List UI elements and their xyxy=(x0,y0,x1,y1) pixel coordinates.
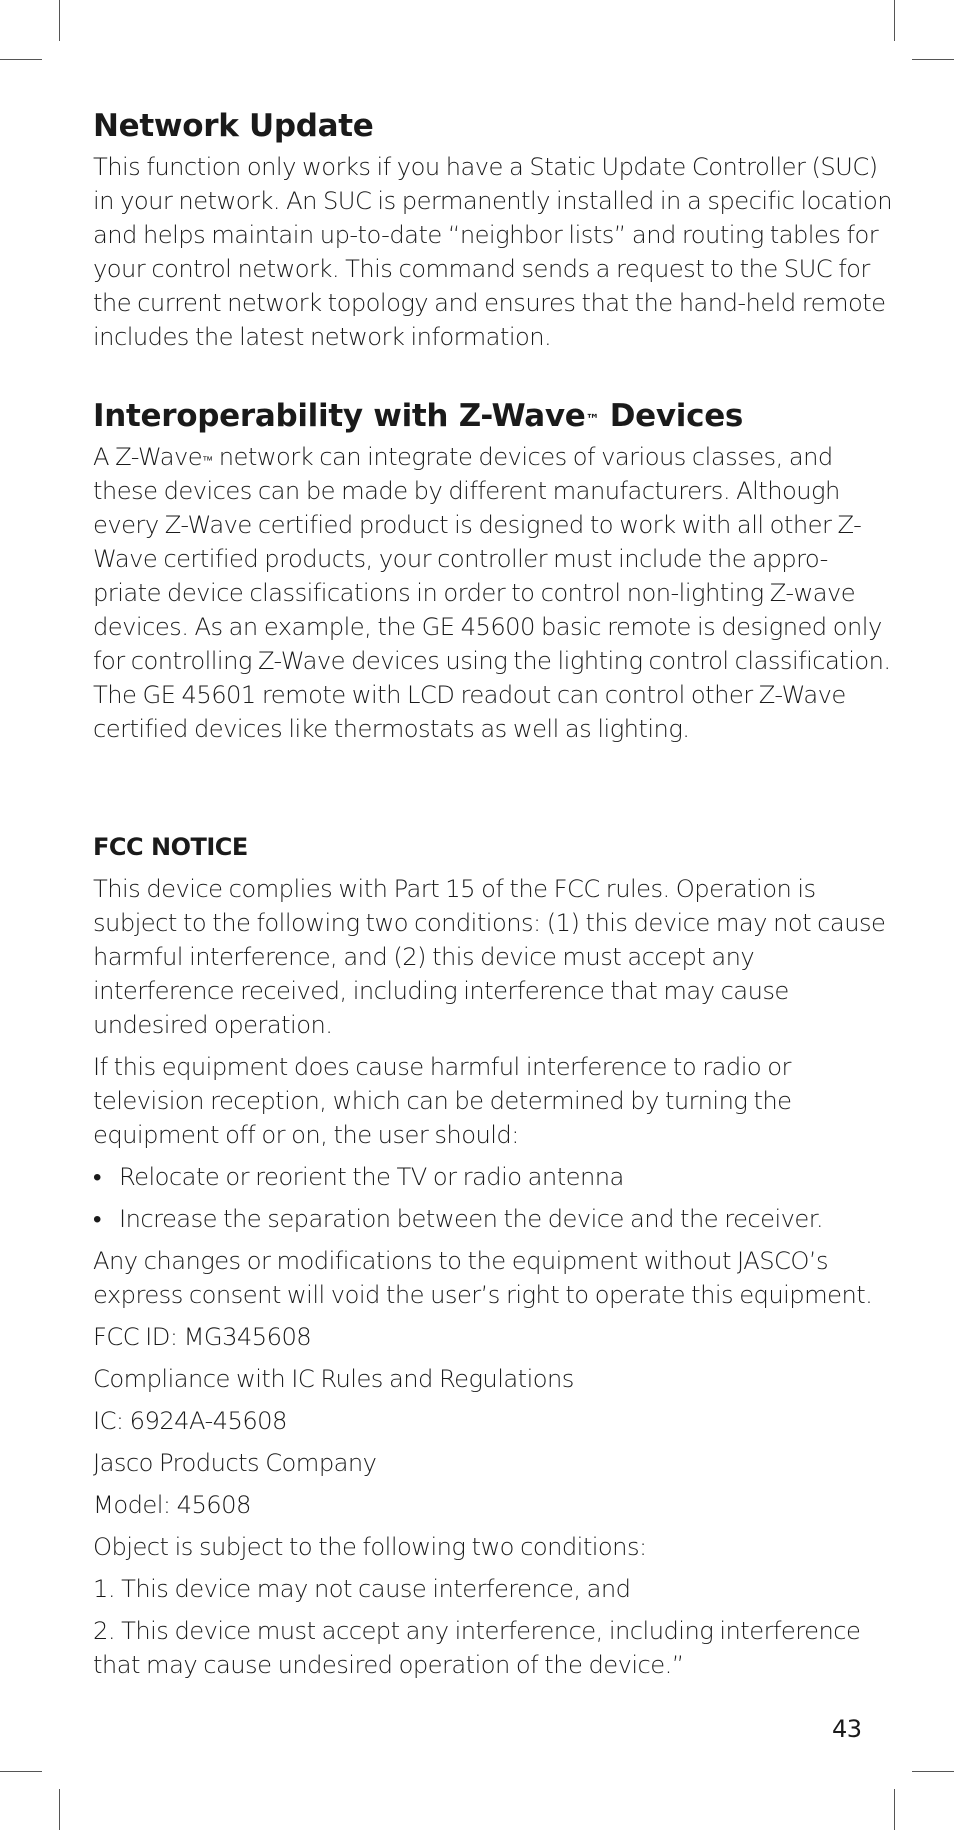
fcc-bullet-item: • Increase the separation between the device and the receiver. xyxy=(93,1202,893,1236)
crop-mark-top-left-vertical xyxy=(59,0,60,41)
condition-item: 1. This device may not cause interference, and xyxy=(93,1575,631,1603)
model-number: Model: 45608 xyxy=(93,1491,251,1519)
section-spacer-large xyxy=(93,746,893,830)
crop-mark-top-left-horizontal xyxy=(0,59,42,60)
crop-mark-bottom-left-horizontal xyxy=(0,1771,42,1772)
fcc-id: FCC ID: MG345608 xyxy=(93,1323,312,1351)
crop-mark-bottom-left-vertical xyxy=(59,1789,60,1830)
fcc-notice-heading: FCC NOTICE xyxy=(93,833,248,861)
interoperability-body-start: A Z-Wave xyxy=(93,443,203,471)
fcc-bullet-item: • Relocate or reorient the TV or radio antenna xyxy=(93,1160,893,1194)
interoperability-heading xyxy=(93,394,893,438)
condition-item: 2. This device must accept any interference, including interference that may cause undesired operation of the device.” xyxy=(93,1617,861,1679)
section-spacer xyxy=(93,354,893,394)
interoperability-body-rest: network can integrate devices of various classes, and these devices can be made by different manufacturers. Although every Z-Wave certified product is designed to work with all other Z-Wave certified products, your controller must include the appro-priate device classifications in order to control non-lighting Z-wave devices. As an example, the GE 45600 basic remote is designed only for controlling Z-Wave devices using the lighting control classification. The GE 45601 remote with LCD readout can control other Z-Wave certified devices like thermostats as well as lighting. xyxy=(93,443,891,743)
trademark-symbol: ™ xyxy=(585,412,600,428)
trademark-symbol-body: ™ xyxy=(202,454,213,467)
ic-rules-line: Compliance with IC Rules and Regulations xyxy=(93,1365,574,1393)
fcc-paragraph-modifications: Any changes or modifications to the equipment without JASCO’s express consent will void the user’s right to operate this equipment. xyxy=(93,1247,873,1309)
interoperability-heading-text: Interoperability with Z-Wave xyxy=(93,398,586,434)
fcc-paragraph-interference: If this equipment does cause harmful interference to radio or television reception, which can be determined by turning the equipment off or on, the user should: xyxy=(93,1053,792,1149)
company-name: Jasco Products Company xyxy=(93,1449,377,1477)
page-content xyxy=(93,104,893,1690)
ic-id: IC: 6924A-45608 xyxy=(93,1407,287,1435)
interoperability-section xyxy=(93,394,893,746)
network-update-body: This function only works if you have a Static Update Controller (SUC) in your network. An SUC is permanently installed in a specific location and helps maintain up-to-date “neighbor lists” and routing tables for your control network. This command sends a request to the SUC for the current network topology and ensures that the hand-held remote includes the latest network information. xyxy=(93,153,893,351)
network-update-section xyxy=(93,104,893,354)
fcc-paragraph-compliance: This device complies with Part 15 of the FCC rules. Operation is subject to the following two conditions: (1) this device may not cause harmful interference, and (2) this device must accept any interference received, including interference that may cause undesired operation. xyxy=(93,875,886,1039)
interoperability-body xyxy=(93,440,893,746)
page-number: 43 xyxy=(832,1715,862,1743)
crop-mark-bottom-right-vertical xyxy=(894,1789,895,1830)
crop-mark-top-right-vertical xyxy=(894,0,895,41)
crop-mark-bottom-right-horizontal xyxy=(912,1771,954,1772)
crop-mark-top-right-horizontal xyxy=(912,59,954,60)
fcc-notice-section xyxy=(93,830,893,1682)
conditions-intro: Object is subject to the following two conditions: xyxy=(93,1533,647,1561)
network-update-heading: Network Update xyxy=(93,108,374,144)
interoperability-heading-suffix: Devices xyxy=(599,398,744,434)
